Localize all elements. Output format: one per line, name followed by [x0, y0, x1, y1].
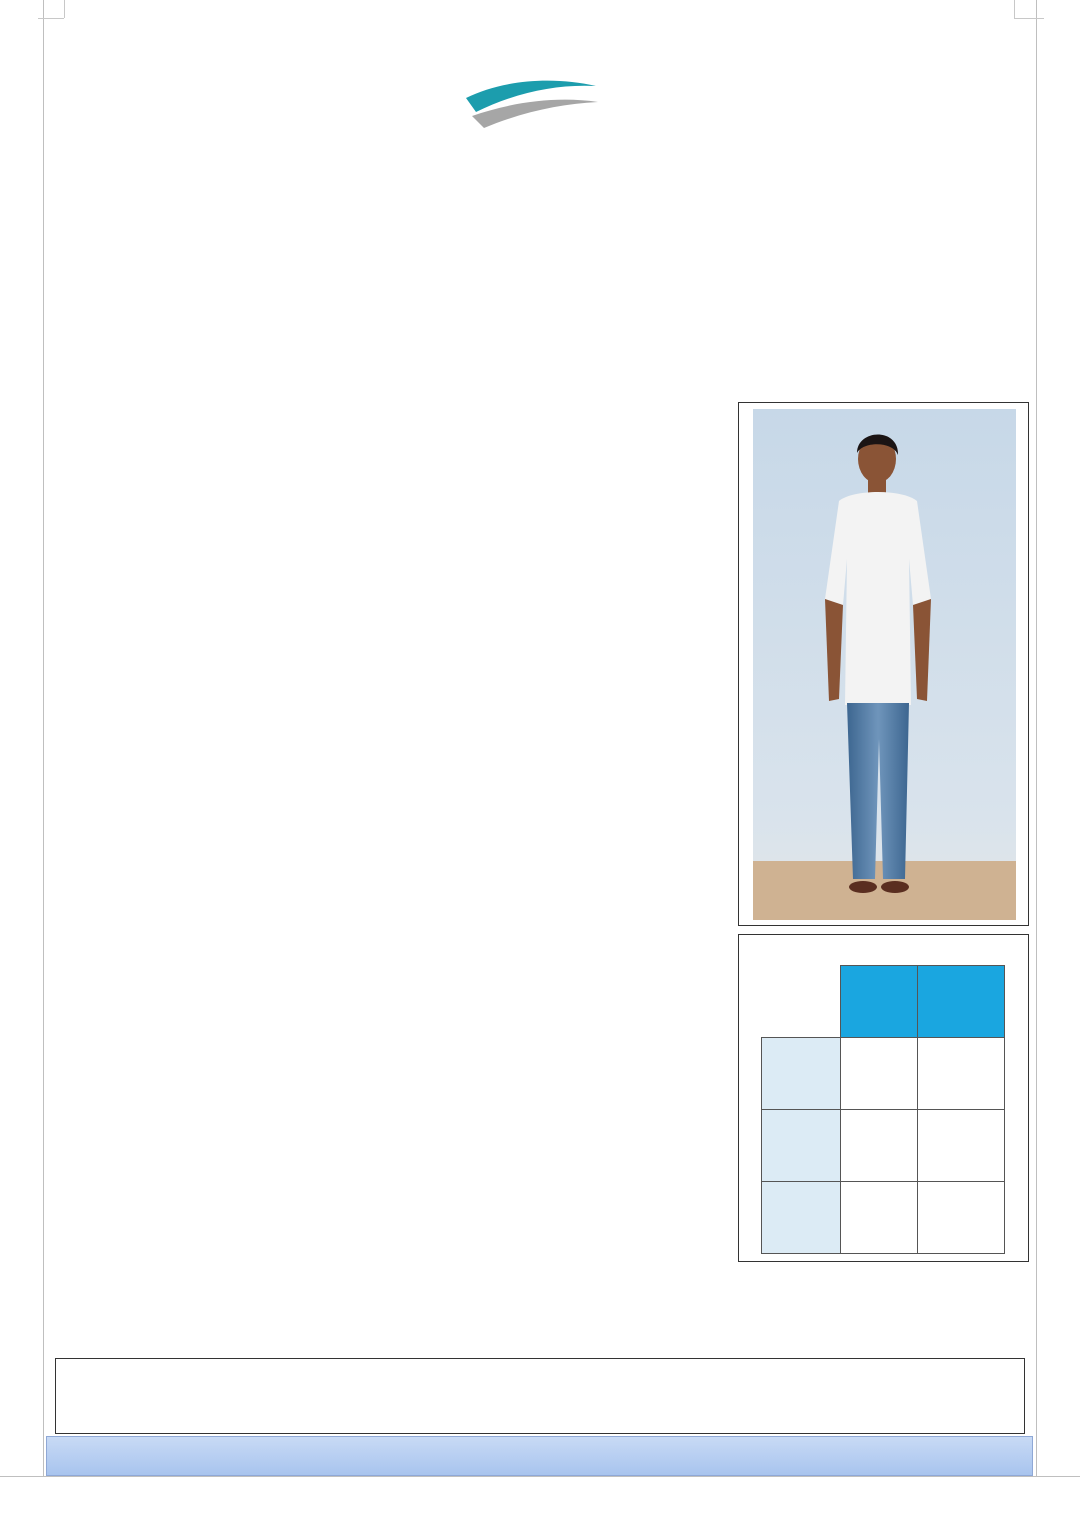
- candidate-photo: [753, 409, 1016, 920]
- speak-arabic-value: [841, 1038, 918, 1110]
- row-read: [762, 1182, 841, 1254]
- read-english-value: [918, 1182, 1005, 1254]
- candidate-photo-frame: [738, 402, 1029, 926]
- crop-mark: [38, 18, 64, 19]
- crop-mark: [1014, 0, 1015, 18]
- row-write: [762, 1110, 841, 1182]
- footer-bar: [46, 1436, 1033, 1476]
- language-skills-table: [761, 965, 1005, 1254]
- signature-box: [55, 1358, 1025, 1434]
- column-english: [918, 966, 1005, 1038]
- language-skills-box: [738, 934, 1029, 1262]
- page-border-left: [43, 0, 44, 1476]
- write-english-value: [918, 1110, 1005, 1182]
- crop-mark: [64, 0, 65, 18]
- crop-mark: [1014, 18, 1044, 19]
- write-arabic-value: [841, 1110, 918, 1182]
- speak-english-value: [918, 1038, 1005, 1110]
- dotted-globe-swoosh-icon: [462, 32, 602, 164]
- column-arabic: [841, 966, 918, 1038]
- row-speak: [762, 1038, 841, 1110]
- page-border-bottom: [0, 1476, 1080, 1477]
- read-arabic-value: [841, 1182, 918, 1254]
- empty-corner-cell: [762, 966, 841, 1038]
- page-border-right: [1036, 0, 1037, 1476]
